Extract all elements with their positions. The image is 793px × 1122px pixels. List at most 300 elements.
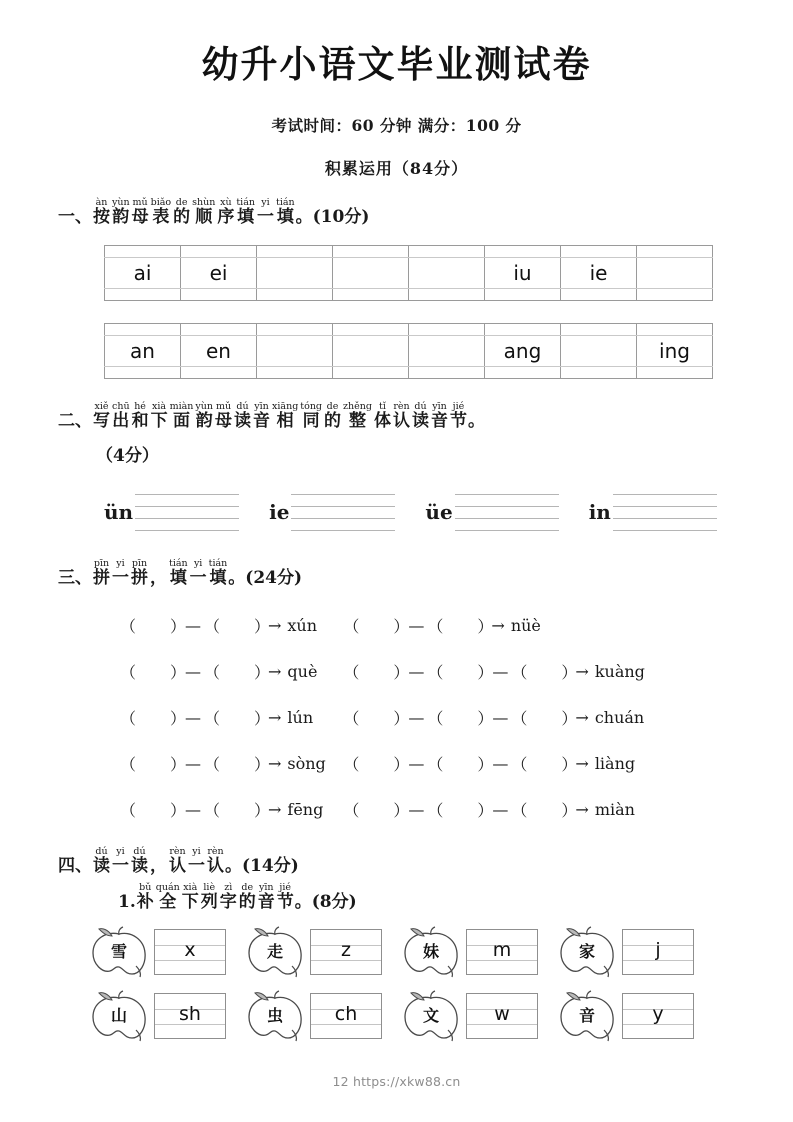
- pinyin-annotation: biǎo: [150, 197, 172, 208]
- rule-cell: [181, 246, 257, 258]
- paren-close: ）: [477, 754, 494, 774]
- spelling-item: [120, 706, 327, 729]
- pinyin-annotation: chū: [112, 401, 130, 412]
- spelling-item: [343, 660, 645, 683]
- initial-consonant: w: [494, 1003, 510, 1025]
- vowel-cell[interactable]: ei: [181, 258, 257, 289]
- chinese-char: 一: [189, 568, 207, 588]
- section-2-answer-row: [0, 492, 793, 532]
- pinyin-annotation: mǔ: [132, 197, 148, 208]
- target-syllable: liàng: [594, 753, 636, 773]
- pinyin-annotation: yīn: [254, 401, 269, 412]
- vowel-cell[interactable]: en: [181, 336, 257, 367]
- pinyin-writing-lines[interactable]: [613, 492, 717, 532]
- section-2-char: [272, 401, 298, 431]
- spelling-row: [0, 602, 793, 648]
- target-syllable: miàn: [594, 799, 635, 819]
- plus-dash: —: [408, 799, 425, 819]
- section-2-char: [393, 401, 410, 431]
- arrow-icon: →: [268, 753, 282, 773]
- section-3-char: [131, 558, 148, 588]
- guide-line: [613, 494, 717, 495]
- paren-close: ）: [254, 708, 271, 728]
- section-1-char: [257, 197, 274, 227]
- plus-dash: —: [185, 753, 201, 773]
- pinyin-annotation: zhěng: [343, 401, 372, 412]
- apple-icon: [556, 990, 618, 1042]
- pinyin-annotation: yi: [192, 846, 201, 857]
- pinyin-writing-lines[interactable]: [291, 492, 395, 532]
- section-3-char: [190, 558, 207, 588]
- section-2-number: 二、: [58, 411, 92, 431]
- vowel-table-2: [104, 323, 713, 379]
- vowel-cell[interactable]: ai: [105, 258, 181, 289]
- paren-open: （: [204, 754, 221, 774]
- paren-close: ）: [393, 662, 410, 682]
- chinese-char: 一: [257, 207, 274, 227]
- guide-line: [613, 530, 717, 531]
- page-title: 幼升小语文毕业测试卷: [201, 42, 592, 86]
- section-4-heading: [0, 846, 793, 876]
- vowel-table-1-band-bot: [105, 289, 713, 301]
- section-2-char: [170, 401, 194, 431]
- section-2-char: [450, 401, 467, 431]
- section-2-char: [93, 401, 110, 431]
- answer-parenthesis[interactable]: [120, 660, 187, 683]
- section-1-table-2-wrap: [0, 323, 793, 379]
- paren-open: （: [343, 708, 360, 728]
- syllable-exercise: [556, 990, 694, 1042]
- answer-parenthesis[interactable]: [120, 798, 187, 821]
- answer-parenthesis[interactable]: [120, 752, 187, 775]
- rule-cell: [485, 367, 561, 379]
- plus-dash: —: [408, 615, 425, 635]
- initial-consonant: sh: [179, 1003, 201, 1025]
- pinyin-writing-lines[interactable]: [135, 492, 239, 532]
- section-3-rows: [0, 602, 793, 832]
- chinese-char: 字: [219, 892, 237, 912]
- chinese-char: 顺: [195, 207, 213, 227]
- pinyin-annotation: tián: [169, 558, 188, 569]
- section-1-char: [132, 197, 149, 227]
- spelling-item: [120, 752, 327, 775]
- pinyin-annotation: rèn: [169, 846, 186, 857]
- chinese-char: 填: [209, 568, 227, 588]
- pinyin-annotation: zì: [224, 882, 233, 893]
- pinyin-annotation: yi: [116, 558, 125, 569]
- answer-parenthesis[interactable]: [120, 706, 187, 729]
- vowel-cell[interactable]: [637, 258, 713, 289]
- section-4-sub1-char: [201, 882, 218, 912]
- chinese-char: 下: [150, 411, 168, 431]
- apple-character: 文: [422, 1006, 439, 1025]
- vowel-cell[interactable]: ing: [637, 336, 713, 367]
- paren-close: ）: [170, 754, 187, 774]
- chinese-char: 拼: [131, 568, 148, 588]
- rule-cell: [637, 246, 713, 258]
- pinyin-annotation: jié: [279, 882, 292, 893]
- answer-parenthesis[interactable]: [204, 752, 271, 775]
- chinese-char: 填: [237, 207, 255, 227]
- guide-line: [455, 518, 559, 519]
- paren-close: ）: [561, 800, 578, 820]
- paren-open: （: [427, 800, 444, 820]
- section-4-sub1-char: [258, 882, 275, 912]
- pinyin-annotation: xiāng: [272, 401, 299, 412]
- paren-open: （: [511, 708, 528, 728]
- chinese-char: 填: [169, 568, 187, 588]
- paren-close: ）: [477, 662, 494, 682]
- section-1-table-1-wrap: [0, 245, 793, 301]
- answer-parenthesis[interactable]: [343, 752, 410, 775]
- arrow-icon: →: [491, 615, 505, 635]
- pinyin-annotation: de: [241, 882, 254, 893]
- paren-close: ）: [393, 754, 410, 774]
- chinese-char: 的: [238, 892, 256, 912]
- rule-cell: [105, 246, 181, 258]
- arrow-icon: →: [268, 661, 282, 681]
- answer-parenthesis[interactable]: [427, 752, 494, 775]
- rule-cell: [105, 367, 181, 379]
- vowel-cell[interactable]: [409, 336, 485, 367]
- paren-close: ）: [254, 616, 271, 636]
- arrow-icon: →: [575, 753, 589, 773]
- chinese-char: 节: [276, 892, 294, 912]
- chinese-char: 一: [188, 856, 205, 876]
- vowel-cell[interactable]: iu: [485, 258, 561, 289]
- guide-line: [135, 506, 239, 507]
- target-syllable: kuàng: [594, 661, 645, 681]
- vowel-cell[interactable]: ang: [485, 336, 561, 367]
- initial-consonant: y: [652, 1003, 664, 1025]
- vowel-prompt: ie: [269, 500, 290, 524]
- answer-parenthesis[interactable]: [120, 614, 187, 637]
- vowel-prompt: üe: [425, 500, 453, 524]
- paren-close: ）: [561, 662, 578, 682]
- syllable-exercise: [400, 990, 538, 1042]
- pinyin-annotation: yīn: [432, 401, 447, 412]
- section-4-score: 。(14分): [225, 856, 299, 876]
- section-2-char: [132, 401, 149, 431]
- answer-parenthesis[interactable]: [511, 752, 578, 775]
- section-2-period: 。: [467, 411, 485, 431]
- pinyin-annotation: tián: [208, 558, 228, 569]
- guide-line: [291, 494, 395, 495]
- chinese-char: 一: [112, 568, 129, 588]
- answer-parenthesis[interactable]: [511, 798, 578, 821]
- guide-line: [613, 506, 717, 507]
- syllable-exercise: [88, 926, 226, 978]
- pinyin-annotation: tǐ: [379, 401, 386, 412]
- chinese-char: 体: [373, 411, 391, 431]
- chinese-char: 同: [302, 411, 320, 431]
- guide-line: [135, 518, 239, 519]
- answer-parenthesis[interactable]: [427, 798, 494, 821]
- arrow-icon: →: [575, 799, 589, 819]
- section-2-char: [324, 401, 341, 431]
- chinese-char: 认: [207, 856, 224, 876]
- section-4-sub1-char: [137, 882, 154, 912]
- pinyin-write-box[interactable]: [466, 929, 538, 975]
- plus-dash: —: [185, 707, 201, 727]
- section-2-score: （4分）: [96, 446, 159, 466]
- paren-close: ）: [477, 708, 494, 728]
- chinese-char: 的: [173, 207, 191, 227]
- apple-icon: [88, 926, 150, 978]
- section-1-char: [112, 197, 130, 227]
- rule-cell: [181, 289, 257, 301]
- vowel-cell[interactable]: [561, 336, 637, 367]
- apple-character: 山: [110, 1006, 127, 1025]
- answer-parenthesis[interactable]: [427, 660, 494, 683]
- chinese-char: 序: [217, 207, 235, 227]
- section-4-sub1-heading: [0, 882, 793, 912]
- rule-cell: [257, 246, 333, 258]
- apple-character: 家: [578, 942, 595, 961]
- section-2-char: [195, 401, 213, 431]
- spelling-row: [0, 740, 793, 786]
- rule-cell: [333, 324, 409, 336]
- chinese-char: 母: [131, 207, 149, 227]
- rule-cell: [561, 324, 637, 336]
- apple-row: [0, 990, 793, 1042]
- pinyin-annotation: de: [326, 401, 339, 412]
- footer-watermark: 12 https://xkw88.cn: [332, 1074, 461, 1089]
- paren-open: （: [511, 662, 528, 682]
- answer-parenthesis[interactable]: [204, 706, 271, 729]
- section-3-char: [112, 558, 129, 588]
- syllable-exercise: [244, 990, 382, 1042]
- pinyin-write-box[interactable]: [154, 929, 226, 975]
- paren-close: ）: [477, 800, 494, 820]
- pinyin-write-box[interactable]: [466, 993, 538, 1039]
- chinese-char: 母: [215, 411, 233, 431]
- chinese-char: 表: [152, 207, 170, 227]
- vowel-cell[interactable]: an: [105, 336, 181, 367]
- section-3-number: 三、: [58, 568, 92, 588]
- apple-icon: [244, 990, 306, 1042]
- paren-open: （: [120, 754, 137, 774]
- answer-parenthesis[interactable]: [511, 706, 578, 729]
- rule-cell: [105, 289, 181, 301]
- rule-cell: [105, 324, 181, 336]
- chinese-char: 下: [181, 892, 199, 912]
- chinese-char: ，: [150, 568, 167, 588]
- guide-line: [291, 518, 395, 519]
- section-2-item: [104, 492, 239, 532]
- chinese-char: 一: [112, 856, 129, 876]
- rule-cell: [409, 289, 485, 301]
- pinyin-annotation: yùn: [112, 197, 130, 208]
- section-1-char: [217, 197, 234, 227]
- section-1-number: 一、: [58, 207, 92, 227]
- vowel-cell[interactable]: [257, 336, 333, 367]
- section-3-ruby-run: [92, 558, 228, 588]
- plus-dash: —: [492, 707, 509, 727]
- section-4-apple-rows: [0, 926, 793, 1042]
- syllable-exercise: [556, 926, 694, 978]
- spelling-item: [343, 706, 644, 729]
- arrow-icon: →: [268, 615, 282, 635]
- rule-cell: [181, 367, 257, 379]
- section-2-char: [300, 401, 322, 431]
- chinese-char: 读: [93, 856, 110, 876]
- pinyin-annotation: dú: [414, 401, 427, 412]
- pinyin-annotation: rèn: [393, 401, 410, 412]
- section-4-sub1-char: [220, 882, 237, 912]
- section-4-char: [169, 846, 186, 876]
- answer-parenthesis[interactable]: [343, 660, 410, 683]
- chinese-char: 认: [392, 411, 410, 431]
- vowel-table-2-band-bot: [105, 367, 713, 379]
- pinyin-annotation: xià: [183, 882, 198, 893]
- chinese-char: 按: [93, 207, 110, 227]
- paren-close: ）: [254, 754, 271, 774]
- answer-parenthesis[interactable]: [427, 614, 494, 637]
- rule-cell: [409, 324, 485, 336]
- paren-open: （: [343, 800, 360, 820]
- vowel-table-1: [104, 245, 713, 301]
- vowel-table-1-band-mid: [105, 258, 713, 289]
- target-syllable: sòng: [287, 753, 326, 773]
- chinese-char: 全: [159, 892, 177, 912]
- spelling-row: [0, 786, 793, 832]
- pinyin-annotation: tián: [276, 197, 295, 208]
- apple-character: 虫: [266, 1006, 283, 1025]
- vowel-cell[interactable]: ie: [561, 258, 637, 289]
- pinyin-write-box[interactable]: [154, 993, 226, 1039]
- pinyin-write-box[interactable]: [310, 993, 382, 1039]
- guide-line: [455, 494, 559, 495]
- spelling-row: [0, 648, 793, 694]
- section-2-item: [589, 492, 717, 532]
- answer-parenthesis[interactable]: [204, 660, 271, 683]
- answer-parenthesis[interactable]: [427, 706, 494, 729]
- answer-parenthesis[interactable]: [204, 798, 271, 821]
- section-1-char: [173, 197, 190, 227]
- plus-dash: —: [492, 661, 509, 681]
- guide-line: [135, 494, 239, 495]
- section-2-char: [151, 401, 168, 431]
- pinyin-annotation: dú: [95, 846, 108, 857]
- rule-cell: [409, 367, 485, 379]
- rule-cell: [333, 289, 409, 301]
- pinyin-annotation: tóng: [300, 401, 323, 412]
- rule-cell: [409, 246, 485, 258]
- rule-cell: [257, 289, 333, 301]
- paren-open: （: [427, 662, 444, 682]
- apple-icon: [556, 926, 618, 978]
- answer-parenthesis[interactable]: [343, 614, 410, 637]
- vowel-cell[interactable]: [333, 336, 409, 367]
- pinyin-annotation: yi: [193, 558, 203, 569]
- section-4-sub1-ruby-run: [136, 882, 295, 912]
- part-title: 积累运用（84分）: [324, 159, 469, 178]
- apple-character: 音: [578, 1006, 595, 1025]
- section-4-number: 四、: [58, 856, 92, 876]
- pinyin-write-box[interactable]: [622, 993, 694, 1039]
- paren-close: ）: [170, 616, 187, 636]
- paren-open: （: [120, 800, 137, 820]
- section-1-heading: [0, 197, 793, 227]
- pinyin-writing-lines[interactable]: [455, 492, 559, 532]
- section-1-ruby-run: [92, 197, 296, 227]
- chinese-char: 读: [234, 411, 252, 431]
- pinyin-write-box[interactable]: [622, 929, 694, 975]
- vowel-cell[interactable]: [257, 258, 333, 289]
- pinyin-annotation: jié: [452, 401, 465, 412]
- paren-open: （: [427, 754, 444, 774]
- section-4-sub1-char: [277, 882, 294, 912]
- vowel-cell[interactable]: [409, 258, 485, 289]
- section-2-char: [234, 401, 251, 431]
- answer-parenthesis[interactable]: [343, 706, 410, 729]
- chinese-char: 韵: [195, 411, 213, 431]
- syllable-exercise: [88, 990, 226, 1042]
- section-3-char: [169, 558, 188, 588]
- section-4-char: [131, 846, 148, 876]
- vowel-cell[interactable]: [333, 258, 409, 289]
- rule-cell: [333, 367, 409, 379]
- rule-cell: [561, 246, 637, 258]
- rule-cell: [485, 289, 561, 301]
- target-syllable: què: [287, 661, 318, 681]
- initial-consonant: ch: [334, 1003, 358, 1025]
- rule-cell: [333, 246, 409, 258]
- section-4-sub1-char: [182, 882, 199, 912]
- section-2-char: [431, 401, 448, 431]
- section-2-item: [425, 492, 558, 532]
- arrow-icon: →: [575, 707, 589, 727]
- arrow-icon: →: [268, 707, 282, 727]
- section-1-char: [192, 197, 215, 227]
- initial-consonant: x: [184, 939, 196, 961]
- paren-open: （: [343, 616, 360, 636]
- vowel-table-1-band-top: [105, 246, 713, 258]
- chinese-char: 面: [172, 411, 190, 431]
- answer-parenthesis[interactable]: [343, 798, 410, 821]
- apple-icon: [400, 926, 462, 978]
- paren-open: （: [427, 616, 444, 636]
- target-syllable: xún: [287, 615, 318, 635]
- section-4-char: [188, 846, 205, 876]
- chinese-char: 韵: [112, 207, 130, 227]
- pinyin-annotation: liè: [203, 882, 216, 893]
- pinyin-annotation: àn: [95, 197, 108, 208]
- section-1-char: [236, 197, 255, 227]
- pinyin-annotation: hé: [134, 401, 146, 412]
- plus-dash: —: [185, 615, 201, 635]
- pinyin-write-box[interactable]: [310, 929, 382, 975]
- paren-close: ）: [477, 616, 494, 636]
- plus-dash: —: [408, 661, 425, 681]
- section-4-sub1-score: 。(8分): [294, 892, 357, 912]
- plus-dash: —: [185, 799, 201, 819]
- paren-close: ）: [170, 662, 187, 682]
- plus-dash: —: [408, 707, 425, 727]
- chinese-char: 填: [276, 207, 294, 227]
- chinese-char: 相: [276, 411, 294, 431]
- guide-line: [455, 506, 559, 507]
- paren-open: （: [204, 708, 221, 728]
- answer-parenthesis[interactable]: [204, 614, 271, 637]
- guide-line: [291, 530, 395, 531]
- section-4-char: [112, 846, 129, 876]
- answer-parenthesis[interactable]: [511, 660, 578, 683]
- initial-consonant: m: [492, 939, 512, 961]
- spelling-item: [120, 660, 327, 683]
- chinese-char: 写: [93, 411, 110, 431]
